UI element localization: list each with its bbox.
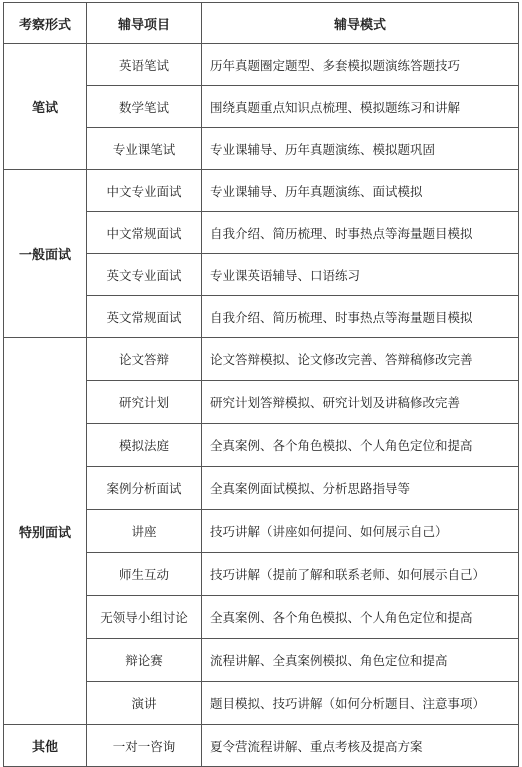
mode-cell: 全真案例、各个角色模拟、个人角色定位和提高 xyxy=(202,424,519,467)
item-cell: 英文专业面试 xyxy=(87,254,202,296)
table-row xyxy=(4,338,519,381)
item-cell: 中文专业面试 xyxy=(87,170,202,212)
mode-cell: 流程讲解、全真案例模拟、角色定位和提高 xyxy=(202,639,519,682)
mode-cell: 技巧讲解（提前了解和联系老师、如何展示自己） xyxy=(202,553,519,596)
mode-cell: 技巧讲解（讲座如何提问、如何展示自己） xyxy=(202,510,519,553)
category-cell: 一般面试 xyxy=(4,170,87,338)
item-cell: 英语笔试 xyxy=(87,44,202,86)
category-cell: 其他 xyxy=(4,725,87,767)
item-cell: 师生互动 xyxy=(87,553,202,596)
mode-cell: 专业课辅导、历年真题演练、模拟题巩固 xyxy=(202,128,519,170)
mode-cell: 历年真题圈定题型、多套模拟题演练答题技巧 xyxy=(202,44,519,86)
item-cell: 一对一咨询 xyxy=(87,725,202,767)
mode-cell: 全真案例、各个角色模拟、个人角色定位和提高 xyxy=(202,596,519,639)
item-cell: 辩论赛 xyxy=(87,639,202,682)
table-row xyxy=(4,725,519,767)
item-cell: 模拟法庭 xyxy=(87,424,202,467)
mode-cell: 专业课英语辅导、口语练习 xyxy=(202,254,519,296)
item-cell: 研究计划 xyxy=(87,381,202,424)
item-cell: 专业课笔试 xyxy=(87,128,202,170)
item-cell: 论文答辩 xyxy=(87,338,202,381)
table-header-row xyxy=(4,3,519,44)
mode-cell: 自我介绍、简历梳理、时事热点等海量题目模拟 xyxy=(202,212,519,254)
mode-cell: 论文答辩模拟、论文修改完善、答辩稿修改完善 xyxy=(202,338,519,381)
mode-cell: 专业课辅导、历年真题演练、面试模拟 xyxy=(202,170,519,212)
mode-cell: 题目模拟、技巧讲解（如何分析题目、注意事项） xyxy=(202,682,519,725)
mode-cell: 自我介绍、简历梳理、时事热点等海量题目模拟 xyxy=(202,296,519,338)
header-coaching-mode: 辅导模式 xyxy=(202,3,519,44)
item-cell: 中文常规面试 xyxy=(87,212,202,254)
mode-cell: 全真案例面试模拟、分析思路指导等 xyxy=(202,467,519,510)
mode-cell: 围绕真题重点知识点梳理、模拟题练习和讲解 xyxy=(202,86,519,128)
coaching-table xyxy=(3,2,519,767)
header-exam-form: 考察形式 xyxy=(4,3,87,44)
table-row xyxy=(4,170,519,212)
item-cell: 无领导小组讨论 xyxy=(87,596,202,639)
mode-cell: 夏令营流程讲解、重点考核及提高方案 xyxy=(202,725,519,767)
item-cell: 案例分析面试 xyxy=(87,467,202,510)
coaching-table-container xyxy=(3,2,519,767)
table-row xyxy=(4,44,519,86)
category-cell: 笔试 xyxy=(4,44,87,170)
mode-cell: 研究计划答辩模拟、研究计划及讲稿修改完善 xyxy=(202,381,519,424)
item-cell: 演讲 xyxy=(87,682,202,725)
item-cell: 讲座 xyxy=(87,510,202,553)
header-coaching-item: 辅导项目 xyxy=(87,3,202,44)
item-cell: 英文常规面试 xyxy=(87,296,202,338)
item-cell: 数学笔试 xyxy=(87,86,202,128)
category-cell: 特别面试 xyxy=(4,338,87,725)
